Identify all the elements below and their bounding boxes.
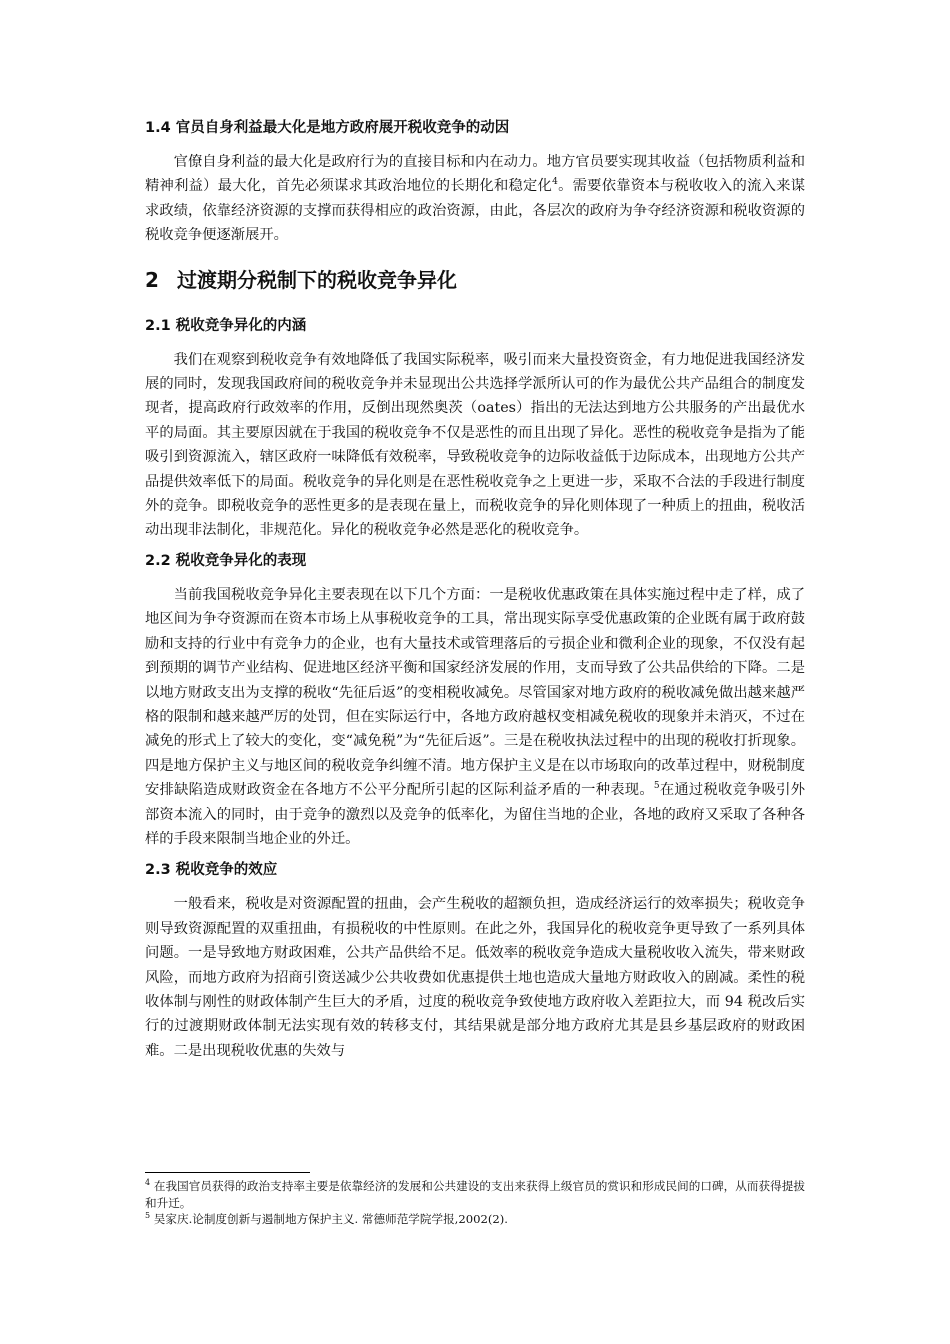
section-heading-1-4: 1.4 官员自身利益最大化是地方政府展开税收竞争的动因	[145, 120, 510, 136]
footnote-mark: 5	[145, 1211, 151, 1221]
footnote-mark: 4	[145, 1178, 151, 1188]
section-paragraph-2-2	[145, 583, 805, 851]
footnote-ref-5[interactable]: 5	[653, 781, 660, 792]
footnotes	[145, 1178, 805, 1228]
footnote-5	[145, 1211, 805, 1228]
footnote-ref-4[interactable]: 4	[552, 177, 558, 188]
section-heading-2-1: 2.1 税收竞争异化的内涵	[145, 317, 307, 334]
paragraph-text: 官僚自身利益的最大化是政府行为的直接目标和内在动力。地方官员要实现其收益（包括物质利益和精神利益）最大化，首先必须谋求其政治地位的长期化和稳定化	[145, 154, 805, 195]
paragraph-text: 在通过税收竞争吸引外部资本流入的同时，由于竞争的激烈以及竞争的低率化，为留住当地的企业，各地的政府又采取了各种各样的手段来限制当地企业的外迁。	[145, 782, 806, 847]
section-heading-2-2: 2.2 税收竞争异化的表现	[145, 552, 307, 569]
chapter-title: 过渡期分税制下的税收竞争异化	[177, 267, 457, 292]
section-heading-2-3: 2.3 税收竞争的效应	[145, 862, 278, 879]
paragraph-text: 当前我国税收竞争异化主要表现在以下几个方面：一是税收优惠政策在具体实施过程中走了样，成了地区间为争夺资源而在资本市场上从事税收竞争的工具，常出现实际享受优惠政策的企业既有属于政府鼓励和支持的行业中有竞争力的企业，也有大量技术或管理落后的亏损企业和微利企业的现象，不仅没有起到预期的调节产业结构、促进地区经济平衡和国家经济发展的作用，支而导致了公共品供给的下降。二是以地方财政支出为支撑的税收“先征后返”的变相税收减免。尽管国家对地方政府的税收减免做出越来越严格的限制和越来越严厉的处罚，但在实际运行中，各地方政府越权变相减免税收的现象并未消灭，不过在减免的形式上了较大的变化，变“减免税”为“先征后返”。三是在税收执法过程中的出现的税收打折现象。四是地方保护主义与地区间的税收竞争纠缠不清。地方保护主义是在以市场取向的改革过程中，财税制度安排缺陷造成财政资金在各地方不公平分配所引起的区际利益矛盾的一种表现。	[145, 586, 805, 799]
page-body	[145, 118, 805, 1063]
footnote-separator	[145, 1172, 310, 1173]
chapter-heading-2	[145, 266, 805, 294]
footnote-text: 吴家庆.论制度创新与遏制地方保护主义. 常德师范学院学报,2002(2).	[153, 1212, 508, 1226]
section-paragraph-2-1: 我们在观察到税收竞争有效地降低了我国实际税率，吸引而来大量投资资金，有力地促进我国经济发展的同时，发现我国政府间的税收竞争并未显现出公共选择学派所认可的作为最优公共产品组合的制度发现者，提高政府行政效率的作用，反倒出现然奥茨（oates）指出的无法达到地方公共服务的产出最优水平的局面。其主要原因就在于我国的税收竞争不仅是恶性的而且出现了异化。恶性的税收竞争是指为了能吸引到资源流入，辖区政府一味降低有效税率，导致税收竞争的边际收益低于边际成本，出现地方公共产品提供效率低下的局面。税收竞争的异化则是在恶性税收竞争之上更进一步，采取不合法的手段进行制度外的竞争。即税收竞争的恶性更多的是表现在量上，而税收竞争的异化则体现了一种质上的扭曲，税收活动出现非法制化，非规范化。异化的税收竞争必然是恶化的税收竞争。	[145, 351, 805, 539]
footnote-4	[145, 1178, 805, 1211]
paragraph-text: 。需要依靠资本与税收收入的流入来谋求政绩，依靠经济资源的支撑而获得相应的政治资源，由此，各层次的政府为争夺经济资源和税收资源的税收竞争便逐渐展开。	[145, 178, 806, 244]
section-paragraph-1-4	[145, 150, 805, 248]
footnote-text: 在我国官员获得的政治支持率主要是依靠经济的发展和公共建设的支出来获得上级官员的赏识和形成民间的口碑，从而获得提拔和升迁。	[145, 1179, 806, 1210]
chapter-number: 2	[145, 267, 159, 292]
section-paragraph-2-3: 一般看来，税收是对资源配置的扭曲，会产生税收的超额负担，造成经济运行的效率损失；税收竞争则导致资源配置的双重扭曲，有损税收的中性原则。在此之外，我国异化的税收竞争更导致了一系列具体问题。一是导致地方财政困难，公共产品供给不足。低效率的税收竞争造成大量税收收入流失，带来财政风险，而地方政府为招商引资送减少公共收费如优惠提供土地也造成大量地方财政收入的剧减。柔性的税收体制与刚性的财政体制产生巨大的矛盾，过度的税收竞争致使地方政府收入差距拉大，而 94 税改后实行的过渡期财政体制无法实现有效的转移支付，其结果就是部分地方政府尤其是县乡基层政府的财政困难。二是出现税收优惠的失效与	[145, 896, 805, 1059]
